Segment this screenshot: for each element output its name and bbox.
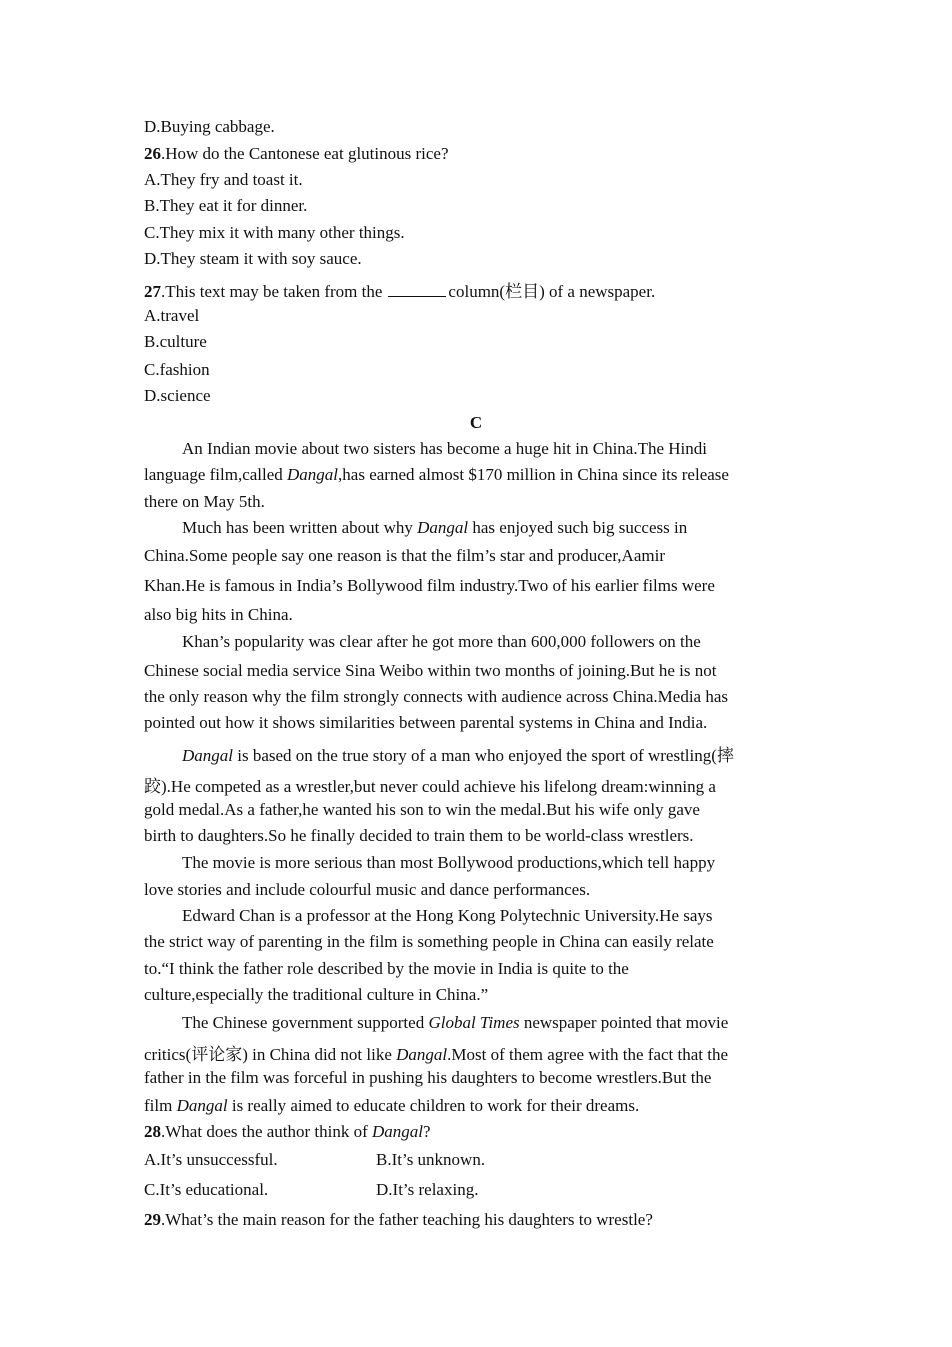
passage-line: film Dangal is really aimed to educate children to work for their dreams.	[144, 1096, 640, 1115]
question-stem-end: column(栏目) of a newspaper.	[448, 282, 656, 301]
passage-line: the strict way of parenting in the film is something people in China can easily relate	[144, 932, 714, 951]
passage-line: 跤).He competed as a wrestler,but never could achieve his lifelong dream:winning a	[144, 777, 716, 796]
q26-option-c: C.They mix it with many other things.	[144, 223, 405, 242]
passage-line: to.“I think the father role described by the movie in India is quite to the	[144, 959, 629, 978]
q28-option-a: A.It’s unsuccessful.	[144, 1150, 278, 1169]
passage-line: The Chinese government supported Global Times newspaper pointed that movie	[182, 1013, 729, 1032]
q27-option-b: B.culture	[144, 332, 207, 351]
passage-line: An Indian movie about two sisters has become a huge hit in China.The Hindi	[182, 439, 708, 458]
passage-line: culture,especially the traditional culture in China.”	[144, 985, 489, 1004]
q26-option-a: A.They fry and toast it.	[144, 170, 303, 189]
film-title: Dangal	[287, 465, 339, 484]
passage-line: Edward Chan is a professor at the Hong Kong Polytechnic University.He says	[182, 906, 713, 925]
answer-blank	[388, 282, 446, 297]
question-26	[144, 144, 449, 164]
q26-option-b: B.They eat it for dinner.	[144, 196, 308, 215]
passage-line: gold medal.As a father,he wanted his son to win the medal.But his wife only gave	[144, 800, 700, 819]
passage-line: language film,called Dangal,has earned almost $170 million in China since its release	[144, 465, 729, 484]
passage-line: The movie is more serious than most Bollywood productions,which tell happy	[182, 853, 716, 872]
passage-line: Dangal is based on the true story of a man who enjoyed the sport of wrestling(摔	[182, 746, 734, 765]
question-27	[144, 277, 655, 302]
question-28: 28.What does the author think of Dangal?	[144, 1122, 431, 1141]
passage-line: Much has been written about why Dangal has enjoyed such big success in	[182, 518, 688, 537]
film-title: Dangal	[396, 1045, 448, 1064]
passage-line: pointed out how it shows similarities between parental systems in China and India.	[144, 713, 708, 732]
passage-line: also big hits in China.	[144, 605, 293, 624]
question-stem: .This text may be taken from the	[161, 282, 383, 301]
passage-line: China.Some people say one reason is that the film’s star and producer,Aamir	[144, 546, 665, 565]
q28-option-d: D.It’s relaxing.	[376, 1180, 479, 1199]
q27-option-c: C.fashion	[144, 360, 210, 379]
film-title: Dangal	[176, 1096, 228, 1115]
question-stem: .How do the Cantonese eat glutinous rice?	[161, 144, 449, 163]
q28-option-b: B.It’s unknown.	[376, 1150, 486, 1169]
passage-line: Khan’s popularity was clear after he got more than 600,000 followers on the	[182, 632, 701, 651]
question-number: 29	[144, 1210, 161, 1229]
film-title: Dangal	[372, 1122, 424, 1141]
passage-line: birth to daughters.So he finally decided to train them to be world-class wrestlers.	[144, 826, 694, 845]
passage-line: the only reason why the film strongly connects with audience across China.Media has	[144, 687, 728, 706]
q27-option-a: A.travel	[144, 306, 200, 325]
passage-line: Khan.He is famous in India’s Bollywood film industry.Two of his earlier films were	[144, 576, 715, 595]
passage-line: father in the film was forceful in pushing his daughters to become wrestlers.But the	[144, 1068, 712, 1087]
q26-option-d: D.They steam it with soy sauce.	[144, 249, 362, 268]
question-number: 28	[144, 1122, 161, 1141]
passage-line: love stories and include colourful music and dance performances.	[144, 880, 591, 899]
q28-option-c: C.It’s educational.	[144, 1180, 269, 1199]
question-number: 27	[144, 282, 161, 301]
film-title: Dangal	[182, 746, 233, 765]
question-29: 29.What’s the main reason for the father teaching his daughters to wrestle?	[144, 1210, 653, 1229]
section-heading: C	[469, 413, 483, 432]
q25-option-d: D.Buying cabbage.	[144, 117, 275, 136]
question-number: 26	[144, 144, 161, 163]
film-title: Dangal	[417, 518, 469, 537]
q27-option-d: D.science	[144, 386, 211, 405]
newspaper-title: Global Times	[428, 1013, 520, 1032]
passage-line: there on May 5th.	[144, 492, 265, 511]
passage-line: Chinese social media service Sina Weibo within two months of joining.But he is not	[144, 661, 717, 680]
passage-line: critics(评论家) in China did not like Dangal.Most of them agree with the fact that the	[144, 1045, 729, 1064]
